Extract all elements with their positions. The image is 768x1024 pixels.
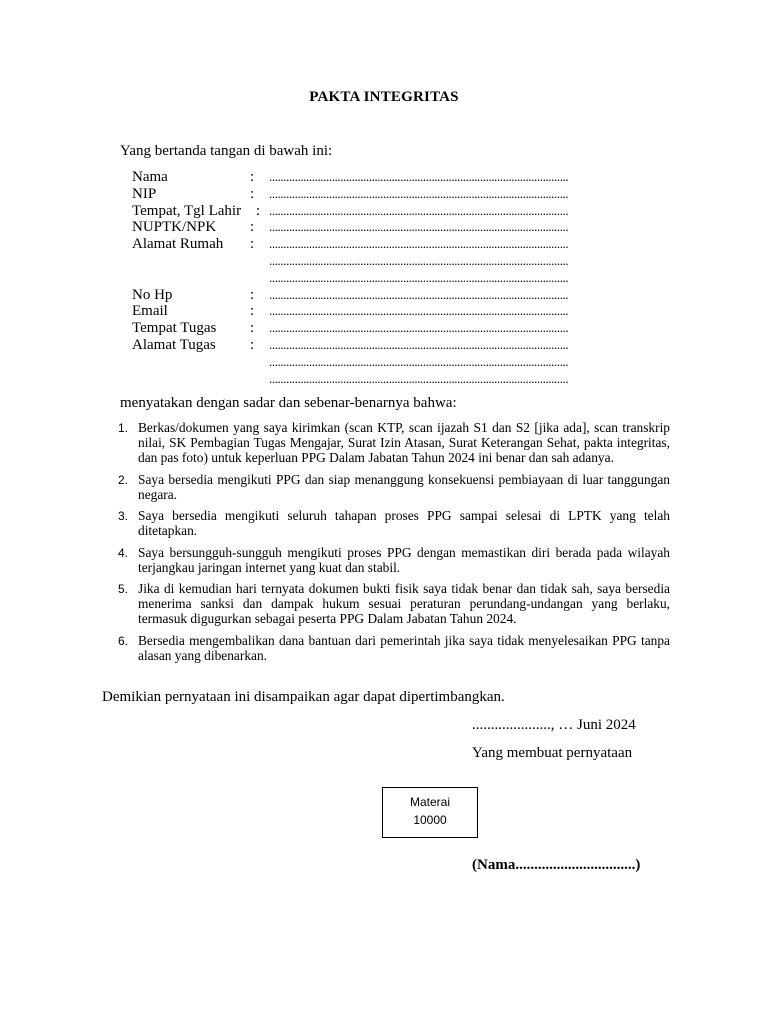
field-row-alamat-tugas-cont xyxy=(132,354,652,371)
list-item-text: Jika di kemudian hari ternyata dokumen bukti fisik saya tidak benar dan tidak sah, saya bersedia menerima sanksi dan dampak hukum sesuai peraturan perundang-undangan yang berlaku, termasuk digugurkan sebagai peserta PPG Dalam Jabatan Tahun 2024. xyxy=(138,581,670,627)
list-item-text: Bersedia mengembalikan dana bantuan dari pemerintah jika saya tidak menyelesaikan PPG tanpa alasan yang dibenarkan. xyxy=(138,632,670,663)
field-row-alamat-rumah-cont xyxy=(132,253,652,270)
list-item xyxy=(118,581,670,626)
field-colon: : xyxy=(250,286,255,303)
field-colon: : xyxy=(250,185,255,202)
list-item xyxy=(118,545,670,575)
field-fill-line: ......................................................................................................... xyxy=(269,353,569,369)
stamp-value: 10000 xyxy=(413,813,447,827)
field-label: Nama xyxy=(132,169,168,185)
field-colon: : xyxy=(256,202,261,219)
field-row-alamat-rumah-cont xyxy=(132,270,652,287)
field-label: Tempat, Tgl Lahir xyxy=(132,202,242,219)
field-row-nip xyxy=(132,186,652,203)
field-fill-line: ......................................................................................................... xyxy=(269,202,569,218)
list-item-number: 5. xyxy=(118,582,129,597)
field-row-alamat-rumah xyxy=(132,236,652,253)
field-label: NIP xyxy=(132,185,157,202)
field-fill-line: ......................................................................................................... xyxy=(269,236,569,252)
field-row-nama xyxy=(132,169,652,186)
field-row-tempat-tugas xyxy=(132,320,652,337)
date-line: ....................., … Juni 2024 xyxy=(472,717,636,733)
intro-text: Yang bertanda tangan di bawah ini: xyxy=(120,143,333,159)
field-fill-line: ......................................................................................................... xyxy=(269,252,569,268)
list-item-number: 4. xyxy=(118,545,129,560)
field-colon: : xyxy=(250,169,255,185)
list-item xyxy=(118,633,670,663)
field-row-alamat-tugas-cont xyxy=(132,371,652,388)
document-title: PAKTA INTEGRITAS xyxy=(309,89,459,105)
field-fill-line: ......................................................................................................... xyxy=(269,169,569,184)
list-item-number: 6. xyxy=(118,633,129,648)
declaration-text: menyatakan dengan sadar dan sebenar-benarnya bahwa: xyxy=(120,395,457,411)
field-fill-line: ......................................................................................................... xyxy=(269,336,569,352)
field-fill-line: ......................................................................................................... xyxy=(269,269,569,285)
list-item-number: 2. xyxy=(118,472,129,487)
list-item-text: Berkas/dokumen yang saya kirimkan (scan KTP, scan ijazah S1 dan S2 [jika ada], scan transkrip nilai, SK Pembagian Tugas Mengajar, Surat Izin Atasan, Surat Keterangan Sehat, pakta integritas, dan pas foto) untuk keperluan PPG Dalam Jabatan Tahun 2024 ini benar dan sah adanya. xyxy=(138,420,670,465)
list-item-number: 1. xyxy=(118,421,129,435)
field-colon: : xyxy=(250,336,255,353)
field-label: NUPTK/NPK xyxy=(132,219,217,236)
field-fill-line: ......................................................................................................... xyxy=(269,219,569,235)
field-row-no-hp xyxy=(132,287,652,304)
field-row-nuptk xyxy=(132,219,652,236)
field-fill-line: ......................................................................................................... xyxy=(269,185,569,201)
list-item-text: Saya bersedia mengikuti PPG dan siap menanggung konsekuensi pembiayaan di luar tanggungan negara. xyxy=(138,471,670,502)
field-row-alamat-tugas xyxy=(132,337,652,354)
stamp-box xyxy=(382,787,478,838)
field-label: Alamat Tugas xyxy=(132,336,216,353)
field-label: No Hp xyxy=(132,286,173,303)
field-label: Tempat Tugas xyxy=(132,320,217,337)
field-fill-line: ......................................................................................................... xyxy=(269,286,569,302)
list-item-number: 3. xyxy=(118,509,129,524)
stamp-label: Materai xyxy=(409,795,450,809)
field-fill-line: ......................................................................................................... xyxy=(269,320,569,336)
field-colon: : xyxy=(250,320,255,337)
statement-list xyxy=(118,420,670,670)
signature-name: (Nama................................) xyxy=(472,857,641,873)
identity-fields xyxy=(132,169,652,387)
signatory-label: Yang membuat pernyataan xyxy=(472,745,633,761)
list-item xyxy=(118,508,670,538)
field-label: Email xyxy=(132,303,168,320)
field-row-tempat-tgl-lahir xyxy=(132,203,652,220)
field-fill-line: ......................................................................................................... xyxy=(269,303,569,319)
field-colon: : xyxy=(250,236,255,253)
field-label: Alamat Rumah xyxy=(132,236,224,253)
list-item-text: Saya bersedia mengikuti seluruh tahapan proses PPG sampai selesai di LPTK yang telah ditetapkan. xyxy=(138,508,670,539)
list-item xyxy=(118,472,670,502)
field-fill-line: ......................................................................................................... xyxy=(269,370,569,386)
field-colon: : xyxy=(250,303,255,320)
list-item xyxy=(118,420,670,465)
closing-text: Demikian pernyataan ini disampaikan agar dapat dipertimbangkan. xyxy=(102,689,505,705)
list-item-text: Saya bersungguh-sungguh mengikuti proses PPG dengan memastikan diri berada pada wilayah terjangkau jaringan internet yang kuat dan stabil. xyxy=(138,544,670,575)
field-row-email xyxy=(132,303,652,320)
field-colon: : xyxy=(250,219,255,236)
